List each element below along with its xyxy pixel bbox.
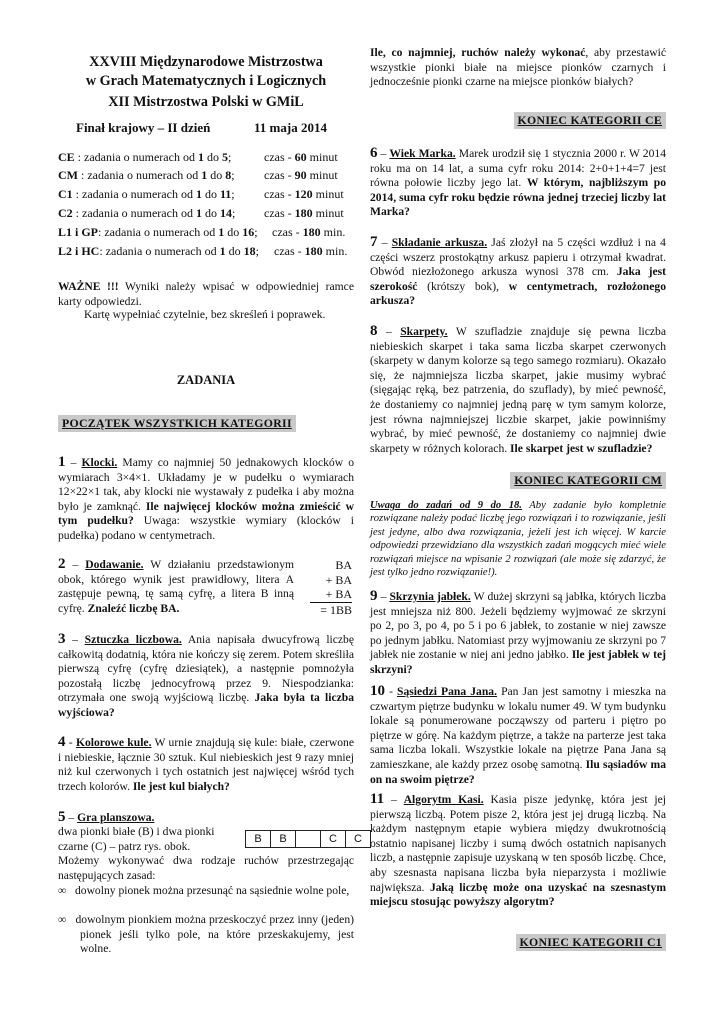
task-7: 7 – Składanie arkusza. Jaś złożył na 5 części wzdłuż i na 4 części wszerz prostokątny arkusz papieru i otrzymał kwadrat. Obwód niezłożonego arkusza wynosi 378 cm. Jaka jest szerokość (krótszy bok), w centymetrach, rozłożonego arkusza?	[370, 234, 667, 308]
rule-2: ∞ dowolnym pionkiem można przeskoczyć przez inny (jeden) pionek jeśli tylko pole, na które przeskakujemy, jest wolne.	[58, 913, 354, 956]
task-5-rules: Możemy wykonywać dwa rodzaje ruchów przestrzegając następujących zasad:	[58, 854, 354, 882]
task-1: 1 – Klocki. Mamy co najmniej 50 jednakowych klocków o wymiarach 3×4×1. Układamy je w pudełku o wymiarach 12×22×1 tak, aby klocki nie wystawały z pudełka i aby można było je zamknąć. Ile najwięcej klocków można zmieścić w tym pudełku? Uwaga: wszystkie wymiary (klocków i pudełka) podano w centymetrach.	[58, 454, 354, 542]
task-5: 5 – Gra planszowa.	[58, 809, 155, 825]
task-9: 9 – Skrzynia jabłek. W dużej skrzyni są jabłka, których liczba jest mniejsza niż 800. Jeżeli będziemy wyjmować ze skrzyni po 2, po 3, po 4, po 5 i po 6 jabłek, to zostanie w niej zawsze po jednym jabłku. Natomiast przy wyjmowaniu ze skrzyni po 7 jabłek nie zostanie w niej ani jedno jabłko. Ile jest jabłek w tej skrzyni?	[370, 588, 666, 676]
task-title: Wiek Marka.	[389, 147, 456, 160]
task-4: 4 - Kolorowe kule. W urnie znajdują się kule: białe, czerwone i niebieskie, łącznie 30 sztuk. Kul niebieskich jest 9 razy mniej niż kul czerwonych i tych ostatnich jest najwięcej wśród tych trzech kolorów. Ile jest kul białych?	[58, 734, 354, 793]
task-5-text: dwa pionki białe (B) i dwa pionki czarne (C) – patrz rys. obok.	[58, 825, 215, 853]
task-title: Gra planszowa.	[77, 811, 155, 824]
board-cell: B	[270, 830, 296, 848]
banner-end-ce: KONIEC KATEGORII CE	[514, 112, 666, 129]
task-5-question: Ile, co najmniej, ruchów należy wykonać, aby przestawić wszystkie pionki białe na miejsce pionków czarnych i jednocześnie pionki czarne na miejsce pionków białych?	[370, 46, 666, 89]
task-8: 8 – Skarpety. W szufladzie znajduje się pewna liczba niebieskich skarpet i taka sama liczba skarpet czerwonych (skarpety w danym kolorze są tego samego rozmiaru). Okazało się, że najmniejsza liczba skarpet, jakie musimy wybrać (sięgając ręką, bez patrzenia, do szuflady), by mieć pewność, że dostaniemy co najmniej jedną parę w tym samym kolorze, jest równa najmniejszej liczbie skarpet, jakie powinniśmy wybrać, by mieć pewność, że dostaniemy co najmniej dwie skarpety w różnych kolorach. Ile skarpet jest w szufladzie?	[370, 323, 666, 455]
task-title: Skarpety.	[400, 325, 448, 338]
infinity-bullet-icon: ∞	[58, 884, 67, 897]
board-cell	[295, 830, 321, 848]
task-title: Sztuczka liczbowa.	[84, 633, 182, 646]
category-row: CE : zadania o numerach od 1 do 5; czas - 60 minut	[58, 150, 338, 164]
banner-end-c1: KONIEC KATEGORII C1	[516, 934, 666, 951]
task-title: Dodawanie.	[85, 558, 144, 571]
category-row: C1 : zadania o numerach od 1 do 11; czas - 120 minut	[58, 187, 344, 201]
notice-line2: Kartę wypełniać czytelnie, bez skreśleń i poprawek.	[84, 308, 326, 321]
task-11: 11 – Algorytm Kasi. Kasia pisze jedynkę, która jest jej pierwszą liczbą. Potem pisze 2, która jest jej drugą liczbą. Na każdym następnym etapie wybiera między dwukrotnością ostatnio napisanej liczby i sumą dwóch ostatnich napisanych liczb, a następnie zapisuje uzyskaną w ten sposób liczbę. Chce, aby szesnasta napisana liczba była nieparzysta i możliwie największa. Jaką liczbę może ona uzyskać na szesnastym miejscu stosując powyższy algorytm?	[370, 791, 667, 909]
section-title: ZADANIA	[176, 373, 236, 387]
final-day: Finał krajowy – II dzień	[76, 120, 211, 135]
task-6: 6 – Wiek Marka. Marek urodził się 1 stycznia 2000 r. W 2014 roku ma on 14 lat, a suma cyfr roku 2014: 2+0+1+4=7 jest równa połowie liczby jego lat. W którym, najbliższym po 2014, suma cyfr roku będzie równa jednej trzeciej liczby lat Marka?	[370, 145, 666, 219]
board-cell: C	[345, 830, 371, 848]
banner-start: POCZĄTEK WSZYSTKICH KATEGORII	[58, 415, 296, 432]
category-row: L2 i HC: zadania o numerach od 1 do 18; czas - 180 min.	[58, 244, 348, 258]
header-title-line3: XII Mistrzostwa Polski w GMiL	[108, 94, 304, 110]
header-title-line2: w Grach Matematycznych i Logicznych	[85, 73, 327, 89]
task-title: Algorytm Kasi.	[403, 793, 484, 806]
notice: WAŻNE !!! Wyniki należy wpisać w odpowiedniej ramce karty odpowiedzi.	[58, 280, 354, 308]
category-row: CM : zadania o numerach od 1 do 8; czas - 90 minut	[58, 168, 338, 182]
category-row: L1 i GP: zadania o numerach od 1 do 16; czas - 180 min.	[58, 225, 346, 239]
header-title-line1: XXVIII Międzynarodowe Mistrzostwa	[89, 54, 323, 70]
task-title: Kolorowe kule.	[75, 736, 152, 749]
category-row: C2 : zadania o numerach od 1 do 14; czas - 180 minut	[58, 206, 344, 220]
final-date: 11 maja 2014	[254, 120, 327, 135]
note-9-18: Uwaga do zadań od 9 do 18. Aby zadanie było kompletnie rozwiązane należy podać liczbę jego rozwiązań i to rozwiązanie, jeśli jest jedyne, albo dwa rozwiązania, jeżeli jest ich więcej. W karcie odpowiedzi przewidziano dla wszystkich zadań mogących mieć wiele rozwiązań miejsce na wpisanie 2 rozwiązań (ale może się zdarzyć, że jest tylko jedno rozwiązanie!).	[370, 500, 666, 579]
banner-end-cm: KONIEC KATEGORII CM	[510, 472, 666, 489]
task-10: 10 - Sąsiedzi Pana Jana. Pan Jan jest samotny i mieszka na czwartym piętrze budynku w lokalu numer 49. W tym budynku lokale są ponumerowane począwszy od parteru i piętro po piętrze w górę. Na każdym piętrze, a także na parterze jest taka sama liczba lokali. Wszystkie lokale na piętrze Pana Jana są zamieszkane, ale każdy przez osobę samotną. Ilu sąsiadów ma on na swoim piętrze?	[370, 683, 666, 786]
task-title: Skrzynia jabłek.	[389, 590, 471, 603]
addition-puzzle: BA + BA + BA = 1BB	[310, 558, 352, 617]
task-title: Sąsiedzi Pana Jana.	[397, 685, 497, 698]
task-title: Składanie arkusza.	[391, 236, 488, 249]
board-cell: B	[245, 830, 271, 848]
task-title: Klocki.	[81, 456, 118, 469]
board-cell: C	[320, 830, 346, 848]
rule-1: ∞ dowolny pionek można przesunąć na sąsiednie wolne pole,	[58, 884, 350, 897]
board-diagram	[246, 830, 371, 848]
task-2: 2 – Dodawanie. W działaniu przedstawionym obok, którego wynik jest prawidłowy, litera A zastępuje pewną, tę samą cyfrę, a litera B inną cyfrę. Znaleźć liczbę BA.	[58, 556, 295, 615]
task-3: 3 – Sztuczka liczbowa. Ania napisała dwucyfrową liczbę całkowitą dodatnią, która nie kończy się zerem. Potem skreśliła pierwszą cyfrę (cyfrę dziesiątek), a następnie pomnożyła pozostałą liczbę jednocyfrową przez 9. Niespodzianka: otrzymała one swoją wyjściową liczbę. Jaka była ta liczba wyjściowa?	[58, 631, 355, 719]
infinity-bullet-icon: ∞	[58, 913, 67, 926]
